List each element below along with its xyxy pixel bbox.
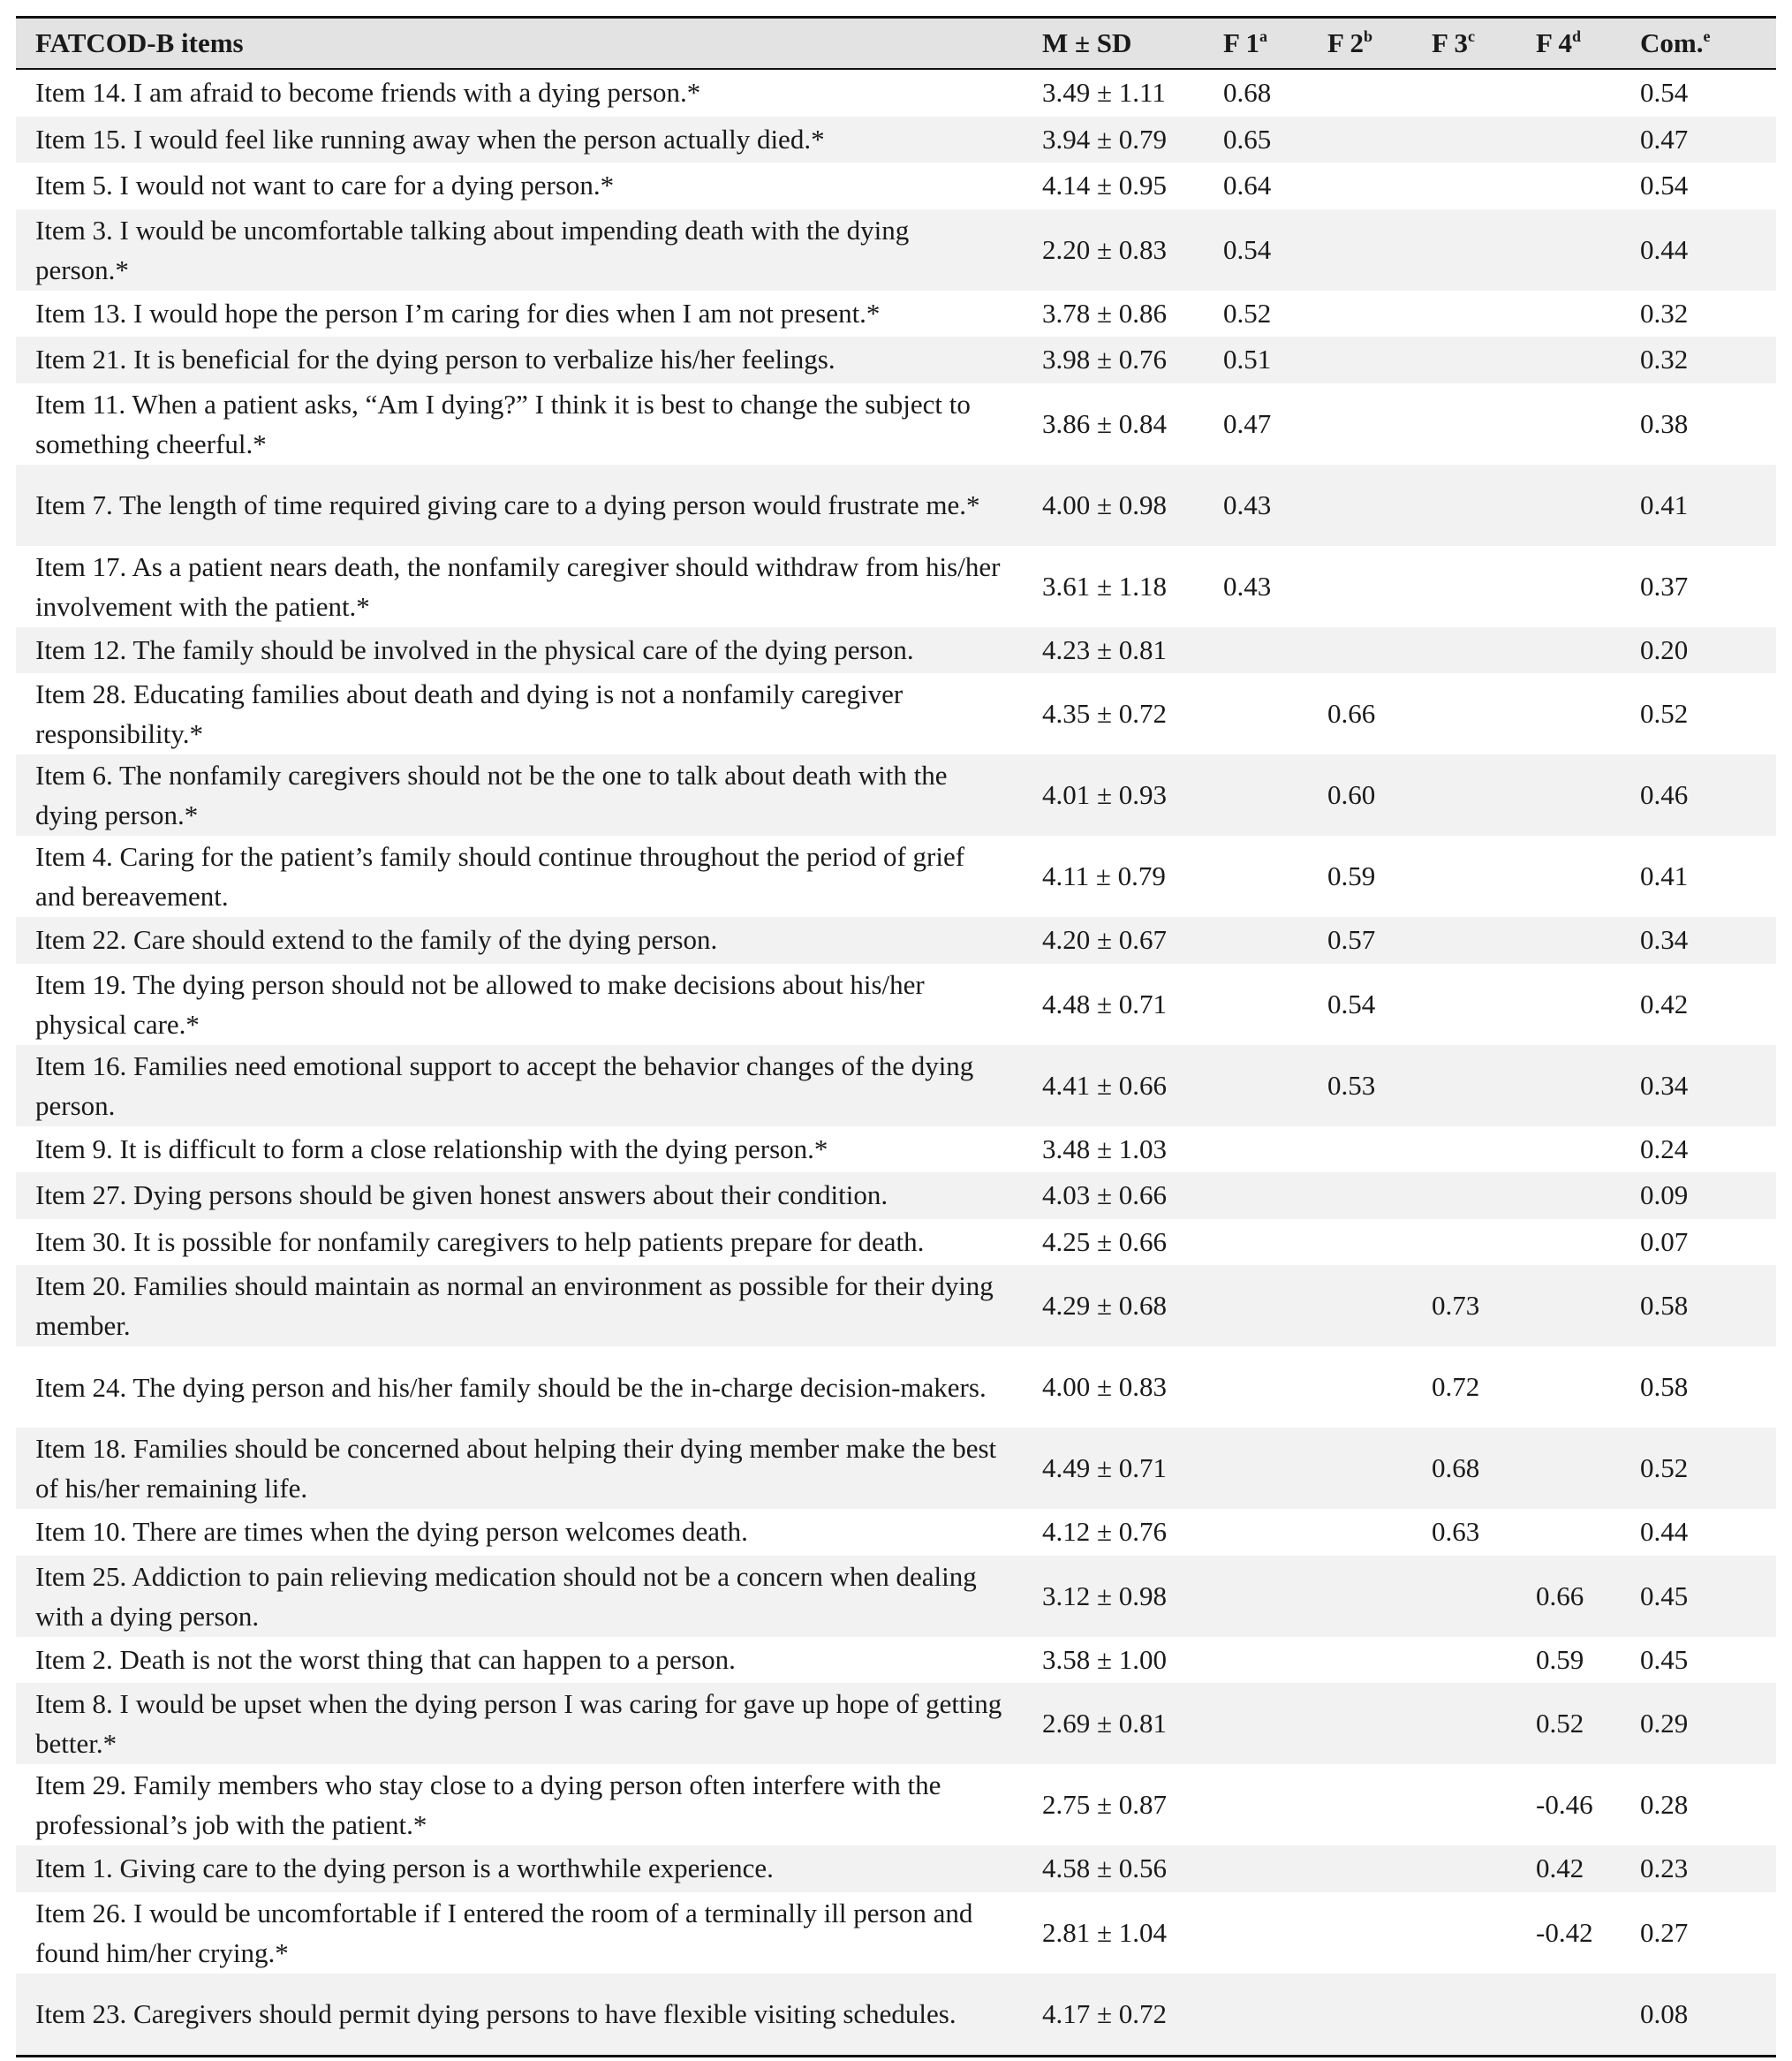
cell-factor-1 [1202,917,1306,964]
cell-factor-4 [1515,754,1619,836]
cell-communality: 0.41 [1640,860,1689,891]
header-mean-sd: M ± SD [1021,18,1202,70]
cell-communality: 0.24 [1640,1133,1689,1164]
cell-mean-sd: 4.03 ± 0.66 [1042,1179,1168,1211]
cell-factor-4 [1515,673,1619,754]
cell-factor-3 [1410,673,1515,754]
cell-factor-3 [1410,117,1515,163]
cell-mean-sd: 4.29 ± 0.68 [1042,1290,1168,1321]
cell-mean-sd: 3.94 ± 0.79 [1042,123,1168,155]
cell-item: Item 3. I would be uncomfortable talking about impending death with the dying person.* [35,214,910,285]
cell-item: Item 8. I would be upset when the dying person I was caring for gave up hope of getting better.* [35,1688,1002,1759]
cell-item: Item 28. Educating families about death and dying is not a nonfamily caregiver responsibility.* [35,678,904,749]
cell-factor-4 [1515,1126,1619,1173]
fatcod-table [16,16,1776,2057]
cell-factor-3 [1410,546,1515,627]
cell-factor-3 [1410,163,1515,209]
cell-factor-1 [1202,1219,1306,1266]
cell-factor-2: 0.66 [1327,698,1376,729]
cell-communality: 0.23 [1640,1853,1689,1884]
table-row [16,964,1776,1045]
cell-item: Item 30. It is possible for nonfamily caregivers to help patients prepare for death. [35,1225,925,1257]
cell-factor-1: 0.47 [1223,407,1272,439]
cell-factor-3 [1410,209,1515,291]
cell-item: Item 15. I would feel like running away when the person actually died.* [35,123,825,155]
table-body [16,69,1776,2056]
cell-mean-sd: 4.11 ± 0.79 [1042,860,1166,891]
cell-factor-4: 0.42 [1536,1853,1584,1884]
table-row [16,1509,1776,1556]
cell-communality: 0.42 [1640,988,1689,1019]
cell-mean-sd: 4.58 ± 0.56 [1042,1853,1168,1884]
cell-factor-3 [1410,1764,1515,1845]
cell-mean-sd: 4.12 ± 0.76 [1042,1516,1168,1548]
cell-factor-2 [1306,1974,1410,2057]
cell-communality: 0.52 [1640,698,1689,729]
cell-item: Item 4. Caring for the patient’s family should continue throughout the period of grief and bereavement. [35,841,965,912]
table-row [16,1172,1776,1219]
cell-mean-sd: 4.35 ± 0.72 [1042,698,1168,729]
cell-factor-3: 0.73 [1432,1290,1480,1321]
cell-factor-1: 0.51 [1223,344,1272,375]
cell-mean-sd: 4.20 ± 0.67 [1042,924,1168,956]
cell-factor-2 [1306,1172,1410,1219]
cell-mean-sd: 3.48 ± 1.03 [1042,1133,1168,1164]
cell-item: Item 1. Giving care to the dying person is a worthwhile experience. [35,1853,774,1884]
cell-communality: 0.58 [1640,1290,1689,1321]
cell-factor-3 [1410,1219,1515,1266]
header-factor-1: F 1$^a$ [1202,18,1306,70]
cell-factor-3: 0.63 [1432,1516,1480,1548]
cell-communality: 0.58 [1640,1371,1689,1402]
cell-factor-4 [1515,163,1619,209]
cell-factor-3 [1410,1126,1515,1173]
table-row [16,209,1776,291]
table-row [16,291,1776,337]
cell-communality: 0.29 [1640,1708,1689,1739]
cell-communality: 0.52 [1640,1452,1689,1483]
cell-item: Item 19. The dying person should not be allowed to make decisions about his/her physical care.* [35,968,925,1040]
cell-factor-3: 0.68 [1432,1452,1480,1483]
cell-factor-2 [1306,1346,1410,1428]
cell-item: Item 11. When a patient asks, “Am I dying?” I think it is best to change the subject to something cheerful.* [35,388,971,459]
cell-mean-sd: 4.17 ± 0.72 [1021,1974,1202,2057]
cell-factor-2 [1306,465,1410,546]
cell-factor-2 [1306,337,1410,383]
cell-factor-1 [1202,1126,1306,1173]
table-row [16,673,1776,754]
header-factor-4: F 4$^d$ [1515,18,1619,70]
cell-factor-3 [1410,1556,1515,1637]
cell-factor-1 [1202,1428,1306,1509]
cell-factor-1 [1202,1845,1306,1892]
cell-factor-1: 0.64 [1223,170,1272,201]
cell-communality: 0.32 [1640,297,1689,329]
cell-communality: 0.41 [1640,489,1689,520]
cell-factor-1 [1202,1764,1306,1845]
table-row [16,836,1776,917]
cell-factor-1 [1202,964,1306,1045]
table-row [16,1265,1776,1346]
table-row [16,465,1776,546]
table-row [16,383,1776,465]
cell-mean-sd: 3.98 ± 0.76 [1042,344,1168,375]
cell-factor-2 [1306,383,1410,465]
cell-factor-3 [1410,291,1515,337]
cell-communality: 0.44 [1640,1516,1689,1548]
cell-factor-3 [1410,1172,1515,1219]
cell-item: Item 13. I would hope the person I’m caring for dies when I am not present.* [35,297,881,329]
cell-factor-1: 0.68 [1223,77,1272,109]
cell-factor-4 [1515,627,1619,674]
cell-communality: 0.32 [1640,344,1689,375]
cell-factor-4: 0.59 [1536,1643,1584,1675]
cell-factor-1 [1202,1683,1306,1764]
cell-factor-1 [1202,1556,1306,1637]
cell-mean-sd: 4.41 ± 0.66 [1042,1069,1168,1101]
header-items: FATCOD-B items [16,18,1021,70]
cell-mean-sd: 2.20 ± 0.83 [1042,233,1168,265]
cell-factor-3 [1410,383,1515,465]
cell-factor-3 [1410,1892,1515,1974]
cell-factor-2: 0.53 [1327,1069,1376,1101]
cell-mean-sd: 4.23 ± 0.81 [1042,633,1168,665]
cell-item: Item 5. I would not want to care for a dying person.* [35,170,615,201]
table-header [16,18,1776,70]
table-row [16,917,1776,964]
table-row [16,117,1776,163]
cell-factor-2 [1306,1845,1410,1892]
table-row [16,1219,1776,1266]
cell-mean-sd: 4.25 ± 0.66 [1042,1225,1168,1257]
cell-mean-sd: 4.00 ± 0.98 [1042,489,1168,520]
cell-communality: 0.08 [1619,1974,1776,2057]
cell-factor-3 [1410,465,1515,546]
cell-communality: 0.54 [1640,77,1689,109]
cell-factor-4 [1515,1509,1619,1556]
cell-factor-2 [1306,1219,1410,1266]
cell-factor-1 [1202,1346,1306,1428]
cell-factor-3 [1410,1045,1515,1126]
cell-factor-2 [1306,1556,1410,1637]
cell-communality: 0.44 [1640,233,1689,265]
cell-factor-1 [1202,1045,1306,1126]
cell-item: Item 18. Families should be concerned about helping their dying member make the best of his/her remaining life. [35,1433,997,1504]
cell-communality: 0.45 [1640,1643,1689,1675]
cell-mean-sd: 4.48 ± 0.71 [1042,988,1168,1019]
cell-factor-2 [1306,69,1410,117]
cell-factor-1: 0.43 [1223,570,1272,602]
cell-item: Item 14. I am afraid to become friends with a dying person.* [35,77,701,109]
cell-factor-4 [1515,1346,1619,1428]
cell-factor-3 [1410,836,1515,917]
cell-item: Item 2. Death is not the worst thing that can happen to a person. [35,1643,736,1675]
cell-factor-4 [1515,1045,1619,1126]
cell-factor-4 [1515,1219,1619,1266]
cell-factor-4 [1515,383,1619,465]
table-row [16,1845,1776,1892]
cell-factor-2: 0.57 [1327,924,1376,956]
cell-factor-4 [1515,836,1619,917]
table-row [16,1683,1776,1764]
cell-communality: 0.09 [1640,1179,1689,1211]
cell-factor-4 [1515,1974,1619,2057]
cell-factor-4 [1515,964,1619,1045]
cell-factor-1 [1202,1637,1306,1684]
cell-factor-4 [1515,1172,1619,1219]
cell-mean-sd: 4.00 ± 0.83 [1042,1371,1168,1402]
cell-item: Item 25. Addiction to pain relieving medication should not be a concern when dealing with a dying person. [35,1560,977,1632]
cell-factor-4: 0.66 [1536,1580,1584,1611]
cell-item: Item 27. Dying persons should be given honest answers about their condition. [35,1179,888,1211]
cell-factor-3 [1410,69,1515,117]
cell-communality: 0.34 [1640,1069,1689,1101]
cell-mean-sd: 3.49 ± 1.11 [1042,77,1166,109]
table-row [16,1428,1776,1509]
cell-factor-2 [1306,1509,1410,1556]
table-row [16,163,1776,209]
cell-item: Item 20. Families should maintain as normal an environment as possible for their dying member. [35,1270,994,1341]
cell-factor-1: 0.52 [1223,297,1272,329]
cell-factor-4 [1515,117,1619,163]
cell-factor-2 [1306,627,1410,674]
cell-item: Item 29. Family members who stay close to a dying person often interfere with the professional’s job with the patient.* [35,1769,941,1840]
cell-factor-3 [1410,1683,1515,1764]
cell-item: Item 9. It is difficult to form a close relationship with the dying person.* [35,1133,828,1164]
table-row [16,1892,1776,1974]
cell-item: Item 17. As a patient nears death, the nonfamily caregiver should withdraw from his/her involvement with the patient.* [35,550,1001,622]
cell-mean-sd: 3.61 ± 1.18 [1042,570,1168,602]
cell-factor-2 [1306,1126,1410,1173]
cell-factor-1 [1202,1265,1306,1346]
cell-mean-sd: 4.49 ± 0.71 [1042,1452,1168,1483]
table-row [16,546,1776,627]
cell-factor-2 [1306,546,1410,627]
table-row [16,1974,1776,2057]
table-row [16,1045,1776,1126]
cell-item: Item 16. Families need emotional support to accept the behavior changes of the dying person. [35,1049,974,1121]
cell-communality: 0.47 [1640,123,1689,155]
cell-factor-1 [1202,1172,1306,1219]
table-row [16,754,1776,836]
cell-item: Item 24. The dying person and his/her family should be the in-charge decision-makers. [35,1371,987,1403]
cell-factor-4 [1515,69,1619,117]
factor-loading-table [16,16,1776,2057]
cell-factor-4: -0.42 [1536,1916,1593,1948]
cell-communality: 0.54 [1640,170,1689,201]
cell-factor-3 [1410,754,1515,836]
cell-item: Item 12. The family should be involved in the physical care of the dying person. [35,633,914,665]
cell-factor-4 [1515,546,1619,627]
cell-factor-1 [1202,1974,1306,2057]
cell-item: Item 21. It is beneficial for the dying person to verbalize his/her feelings. [35,344,836,375]
cell-mean-sd: 4.01 ± 0.93 [1042,779,1168,810]
cell-communality: 0.34 [1640,924,1689,956]
cell-factor-1: 0.65 [1223,123,1272,155]
cell-mean-sd: 3.12 ± 0.98 [1042,1580,1168,1611]
cell-mean-sd: 2.75 ± 0.87 [1042,1789,1168,1820]
cell-factor-2 [1306,291,1410,337]
cell-communality: 0.27 [1640,1916,1689,1948]
cell-factor-4 [1515,209,1619,291]
header-factor-3: F 3$^c$ [1410,18,1515,70]
cell-factor-1 [1202,754,1306,836]
cell-factor-2 [1306,1764,1410,1845]
cell-factor-1 [1202,1892,1306,1974]
cell-factor-2 [1306,1683,1410,1764]
table-row [16,1346,1776,1428]
cell-factor-2: 0.59 [1327,860,1376,891]
table-row [16,69,1776,117]
cell-factor-1 [1202,836,1306,917]
cell-factor-4: -0.46 [1536,1789,1593,1820]
cell-factor-3 [1410,1974,1515,2057]
cell-mean-sd: 3.86 ± 0.84 [1042,407,1168,439]
table-row [16,337,1776,383]
cell-item: Item 23. Caregivers should permit dying persons to have flexible visiting schedules. [16,1974,1021,2057]
cell-item: Item 22. Care should extend to the family of the dying person. [35,924,718,956]
cell-communality: 0.28 [1640,1789,1689,1820]
table-row [16,1637,1776,1684]
cell-factor-3 [1410,1637,1515,1684]
cell-factor-2 [1306,1637,1410,1684]
cell-factor-4 [1515,1428,1619,1509]
cell-factor-1 [1202,627,1306,674]
cell-factor-4 [1515,1265,1619,1346]
cell-factor-4 [1515,465,1619,546]
cell-factor-2 [1306,163,1410,209]
cell-communality: 0.46 [1640,779,1689,810]
cell-mean-sd: 3.78 ± 0.86 [1042,297,1168,329]
cell-factor-3 [1410,627,1515,674]
cell-mean-sd: 2.81 ± 1.04 [1042,1916,1168,1948]
cell-communality: 0.37 [1640,570,1689,602]
cell-factor-1: 0.54 [1223,233,1272,265]
cell-item: Item 7. The length of time required giving care to a dying person would frustrate me.* [35,489,980,520]
cell-factor-3 [1410,1845,1515,1892]
table-row [16,1126,1776,1173]
cell-communality: 0.20 [1640,633,1689,665]
cell-factor-1: 0.43 [1223,489,1272,520]
cell-factor-2 [1306,1892,1410,1974]
cell-item: Item 26. I would be uncomfortable if I entered the room of a terminally ill person and found him/her crying.* [35,1897,973,1968]
cell-communality: 0.07 [1640,1225,1689,1257]
table-row [16,627,1776,674]
cell-factor-2 [1306,1428,1410,1509]
cell-item: Item 6. The nonfamily caregivers should not be the one to talk about death with the dying person.* [35,760,948,830]
cell-mean-sd: 2.69 ± 0.81 [1042,1708,1168,1739]
header-factor-2: F 2$^b$ [1306,18,1410,70]
cell-mean-sd: 4.14 ± 0.95 [1042,170,1168,201]
cell-factor-1 [1202,1509,1306,1556]
cell-communality: 0.38 [1640,407,1689,439]
cell-factor-2 [1306,209,1410,291]
header-communality: Com.$^e$ [1619,18,1776,70]
cell-factor-3 [1410,917,1515,964]
cell-item: Item 10. There are times when the dying person welcomes death. [35,1516,748,1548]
cell-factor-2 [1306,1265,1410,1346]
table-row [16,1764,1776,1845]
cell-factor-2: 0.54 [1327,988,1376,1019]
cell-mean-sd: 3.58 ± 1.00 [1042,1643,1168,1675]
cell-factor-4 [1515,917,1619,964]
cell-factor-3: 0.72 [1432,1371,1480,1402]
cell-communality: 0.45 [1640,1580,1689,1611]
cell-factor-2 [1306,117,1410,163]
cell-factor-4 [1515,337,1619,383]
cell-factor-3 [1410,337,1515,383]
cell-factor-2: 0.60 [1327,779,1376,810]
cell-factor-4 [1515,291,1619,337]
cell-factor-3 [1410,964,1515,1045]
header-row [16,18,1776,70]
cell-factor-1 [1202,673,1306,754]
table-row [16,1556,1776,1637]
cell-factor-4: 0.52 [1536,1708,1584,1739]
